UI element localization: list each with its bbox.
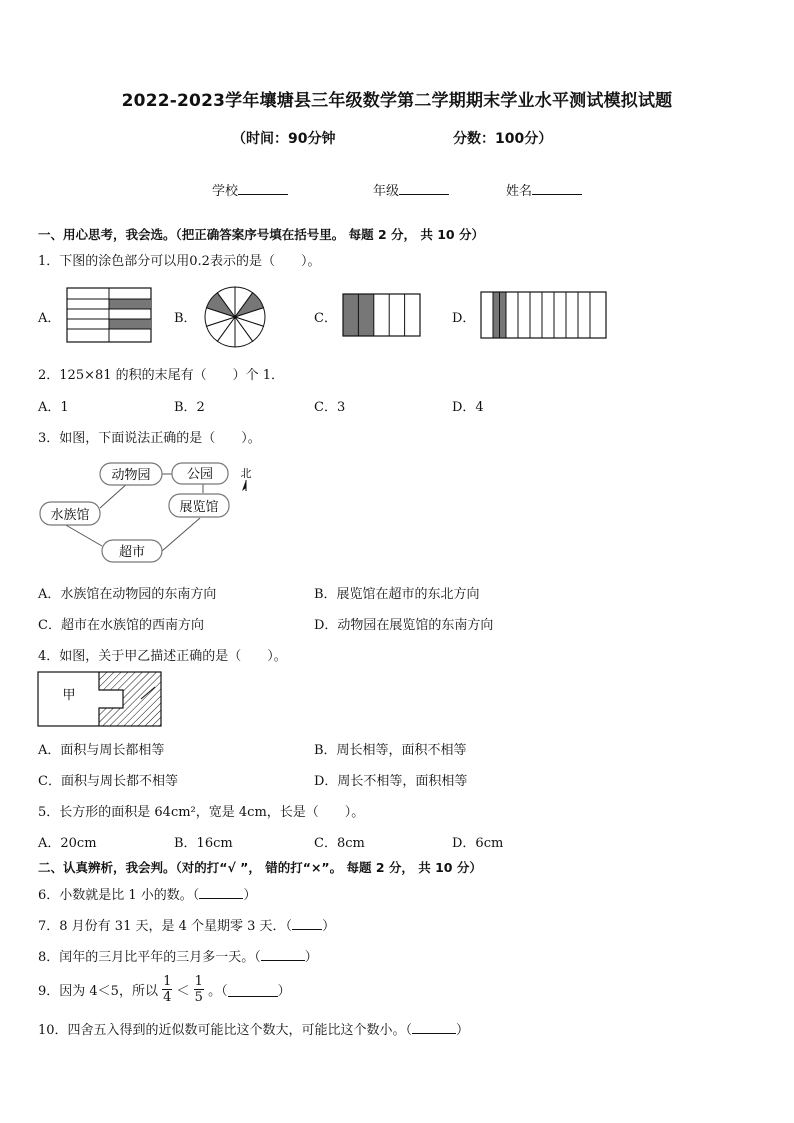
north-arrow-icon [242, 480, 246, 491]
q10-text [38, 1019, 469, 1038]
q4-option-a[interactable]: A．面积与周长都相等 [38, 743, 165, 758]
q3-map [36, 456, 266, 568]
q9-tail: 。（ [208, 984, 228, 999]
q3-option-b[interactable]: B．展览馆在超市的东北方向 [314, 587, 480, 602]
q5-option-c[interactable]: C．8cm [314, 836, 365, 851]
map-label-zoo: 动物园 [111, 468, 151, 483]
q2-option-a[interactable]: A．1 [38, 400, 69, 415]
q2-option-d[interactable]: D．4 [452, 400, 484, 415]
q1-figure-b [203, 285, 267, 349]
q8-answer-blank[interactable] [261, 946, 305, 961]
q9-fraction-2: $\frac{1}{5}$ [194, 974, 203, 1005]
q2-option-c[interactable]: C．3 [314, 400, 346, 415]
name-label: 姓名 [506, 184, 533, 199]
exam-score: 分数：100分） [453, 131, 553, 147]
map-label-park: 公园 [186, 467, 214, 482]
q8-stem: 8．闰年的三月比平年的三月多一天。（ [38, 950, 261, 965]
grade-field[interactable] [373, 180, 449, 199]
q6-end: ） [243, 888, 257, 903]
section1-heading: 一、用心思考，我会选。（把正确答案序号填在括号里。 每题 2 分， 共 10 分） [38, 227, 484, 242]
page-title: 2022-2023学年壤塘县三年级数学第二学期期末学业水平测试模拟试题 [121, 91, 673, 111]
q3-option-d[interactable]: D．动物园在展览馆的东南方向 [314, 618, 494, 633]
q7-end: ） [322, 919, 336, 934]
q7-text [38, 915, 335, 934]
q10-end: ） [456, 1023, 470, 1038]
q9-answer-blank[interactable] [228, 982, 278, 997]
q4-text: 4．如图，关于甲乙描述正确的是（ ）。 [38, 649, 287, 664]
q4-option-b[interactable]: B．周长相等，面积不相等 [314, 743, 467, 758]
map-label-aquarium: 水族馆 [50, 508, 90, 523]
q6-answer-blank[interactable] [199, 884, 243, 899]
q4-option-d[interactable]: D．周长不相等，面积相等 [314, 774, 468, 789]
q9-end: ） [277, 984, 291, 999]
q7-answer-blank[interactable] [292, 915, 322, 930]
q5-option-a[interactable]: A．20cm [38, 836, 97, 851]
school-field[interactable] [212, 180, 288, 199]
map-label-exhibition: 展览馆 [179, 500, 219, 515]
q2-text: 2．125×81 的积的末尾有（ ）个 1． [38, 368, 285, 383]
q6-text [38, 884, 256, 903]
q5-option-b[interactable]: B．16cm [174, 836, 233, 851]
name-field[interactable] [506, 180, 582, 199]
q2-option-b[interactable]: B．2 [174, 400, 205, 415]
grade-label: 年级 [373, 184, 400, 199]
name-blank[interactable] [532, 180, 582, 195]
q9-stem: 9．因为 4＜5，所以 [38, 984, 158, 999]
q3-option-c[interactable]: C．超市在水族馆的西南方向 [38, 618, 204, 633]
north-label: 北 [240, 467, 252, 480]
q1-figure-a [66, 287, 152, 343]
q5-option-d[interactable]: D．6cm [452, 836, 504, 851]
school-blank[interactable] [238, 180, 288, 195]
q3-option-a[interactable]: A．水族馆在动物园的东南方向 [38, 587, 217, 602]
q1-option-d[interactable]: D． [452, 311, 476, 326]
map-label-supermarket: 超市 [118, 545, 146, 560]
q4-option-c[interactable]: C．面积与周长都不相等 [38, 774, 178, 789]
q10-stem: 10．四舍五入得到的近似数可能比这个数大，可能比这个数小。（ [38, 1023, 413, 1038]
q9-less-than: ＜ [176, 984, 190, 999]
q8-text [38, 946, 318, 965]
q10-answer-blank[interactable] [412, 1019, 456, 1034]
exam-time: （时间：90分钟 [232, 131, 336, 147]
school-label: 学校 [212, 184, 239, 199]
jia-label: 甲 [62, 688, 76, 703]
q1-text: 1．下图的涂色部分可以用0.2表示的是（ ）。 [38, 254, 321, 269]
q1-option-c[interactable]: C． [314, 311, 337, 326]
q7-stem: 7．8 月份有 31 天，是 4 个星期零 3 天．（ [38, 919, 293, 934]
section2-heading: 二、认真辨析，我会判。（对的打“√ ”， 错的打“×”。 每题 2 分， 共 10 分） [38, 860, 482, 875]
q5-text: 5．长方形的面积是 64cm²，宽是 4cm，长是（ ）。 [38, 805, 365, 820]
q8-end: ） [304, 950, 318, 965]
q1-figure-c [341, 293, 421, 338]
q1-option-b[interactable]: B． [174, 311, 197, 326]
q3-text: 3．如图，下面说法正确的是（ ）。 [38, 431, 261, 446]
q9-fraction-1: $\frac{1}{4}$ [163, 974, 172, 1005]
q4-figure [37, 671, 163, 728]
q9-text [38, 974, 291, 1005]
q1-option-a[interactable]: A． [38, 311, 61, 326]
q1-figure-d [480, 291, 608, 340]
q6-stem: 6．小数就是比 1 小的数。（ [38, 888, 200, 903]
grade-blank[interactable] [399, 180, 449, 195]
